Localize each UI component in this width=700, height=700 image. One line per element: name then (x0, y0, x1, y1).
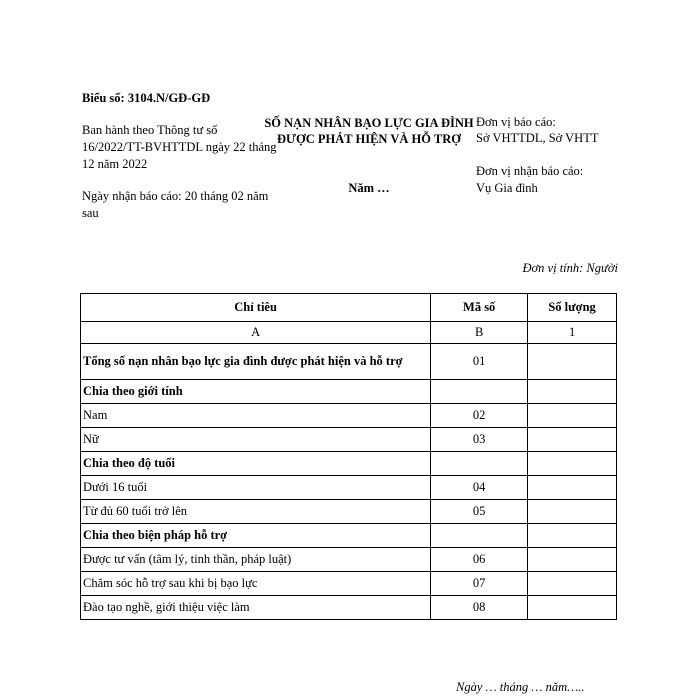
row-label: Đào tạo nghề, giới thiệu việc làm (81, 596, 431, 620)
unit-label: Đơn vị tính: Người (522, 261, 618, 275)
row-label: Từ đủ 60 tuổi trở lên (81, 500, 431, 524)
row-value-cell[interactable] (528, 452, 617, 476)
reporter-label: Đơn vị báo cáo: (476, 115, 556, 129)
row-value-cell[interactable] (528, 524, 617, 548)
row-code (431, 524, 528, 548)
issued-by-text: Ban hành theo Thông tư số 16/2022/TT-BVHTTDL ngày 22 tháng 12 năm 2022 (82, 123, 277, 171)
table-row (81, 476, 617, 500)
row-label: Chăm sóc hỗ trợ sau khi bị bạo lực (81, 572, 431, 596)
row-code (431, 380, 528, 404)
row-code: 05 (431, 500, 528, 524)
row-value-cell[interactable] (528, 380, 617, 404)
row-label: Nữ (81, 428, 431, 452)
row-label: Chia theo độ tuổi (81, 452, 431, 476)
row-value-cell[interactable] (528, 344, 617, 380)
row-code: 02 (431, 404, 528, 428)
table-header-row (81, 294, 617, 322)
table-row (81, 452, 617, 476)
table-row (81, 428, 617, 452)
table-row (81, 380, 617, 404)
row-label: Được tư vấn (tâm lý, tinh thần, pháp luật) (81, 548, 431, 572)
reporter-value: Sở VHTTDL, Sở VHTT (476, 131, 599, 145)
row-code: 06 (431, 548, 528, 572)
column-header-quantity: Số lượng (528, 294, 617, 322)
report-year: Năm … (348, 181, 390, 195)
table-row (81, 572, 617, 596)
table-row (81, 548, 617, 572)
row-label: Dưới 16 tuổi (81, 476, 431, 500)
column-key-a: A (81, 322, 431, 344)
column-header-code: Mã số (431, 294, 528, 322)
recipient-label: Đơn vị nhận báo cáo: (476, 164, 584, 178)
row-code (431, 452, 528, 476)
table-row (81, 524, 617, 548)
signature-date: Ngày … tháng … năm….. (456, 680, 585, 694)
row-value-cell[interactable] (528, 476, 617, 500)
row-code: 03 (431, 428, 528, 452)
row-value-cell[interactable] (528, 548, 617, 572)
column-key-1: 1 (528, 322, 617, 344)
column-key-row (81, 322, 617, 344)
row-value-cell[interactable] (528, 404, 617, 428)
form-code: Biểu số: 3104.N/GĐ-GĐ (82, 91, 211, 105)
row-label: Chia theo biện pháp hỗ trợ (81, 524, 431, 548)
row-code: 04 (431, 476, 528, 500)
row-code: 07 (431, 572, 528, 596)
column-header-indicator: Chỉ tiêu (81, 294, 431, 322)
row-code: 08 (431, 596, 528, 620)
row-value-cell[interactable] (528, 500, 617, 524)
table-row (81, 404, 617, 428)
row-value-cell[interactable] (528, 428, 617, 452)
report-title: SỐ NẠN NHÂN BẠO LỰC GIA ĐÌNH ĐƯỢC PHÁT HIỆN VÀ HỖ TRỢ (264, 116, 474, 146)
table-row (81, 344, 617, 380)
recipient-value: Vụ Gia đình (476, 181, 538, 195)
table-row (81, 500, 617, 524)
receive-date-text: Ngày nhận báo cáo: 20 tháng 02 năm sau (82, 189, 269, 220)
table-row (81, 596, 617, 620)
row-code: 01 (431, 344, 528, 380)
column-key-b: B (431, 322, 528, 344)
row-value-cell[interactable] (528, 596, 617, 620)
row-label: Tổng số nạn nhân bạo lực gia đình được phát hiện và hỗ trợ (81, 344, 431, 380)
row-value-cell[interactable] (528, 572, 617, 596)
row-label: Chia theo giới tính (81, 380, 431, 404)
row-label: Nam (81, 404, 431, 428)
report-table (80, 293, 617, 620)
